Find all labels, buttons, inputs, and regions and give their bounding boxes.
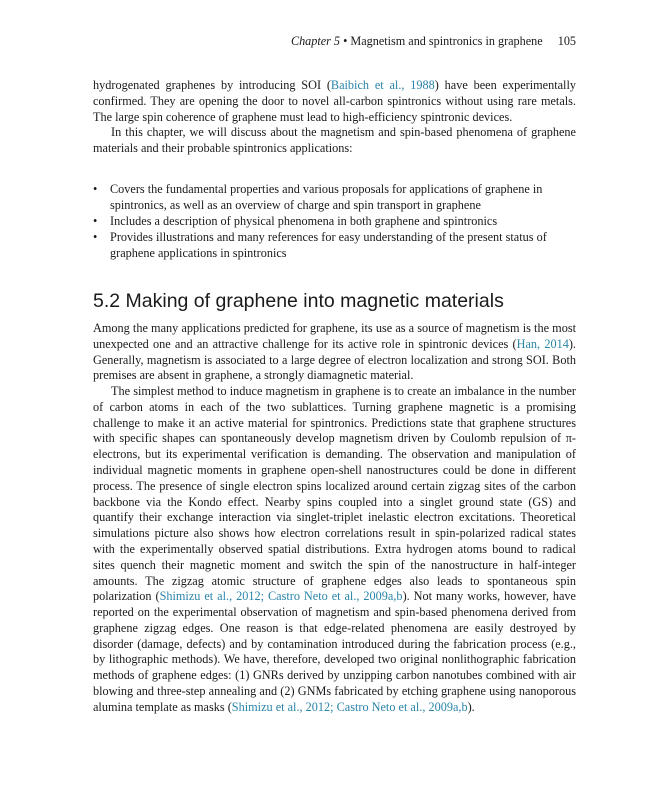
citation-link[interactable]: Baibich et al., 1988	[330, 78, 435, 92]
intro-text	[93, 78, 576, 157]
intro-paragraph-1	[93, 78, 576, 125]
page-number: 105	[557, 34, 576, 48]
main-p2-text-c: ).	[467, 699, 475, 714]
intro-paragraph-2: In this chapter, we will discuss about the magnetism and spin-based phenomena of graphene materials and their probable spintronics applications:	[93, 125, 576, 155]
intro-p1-text-b: ) have been experimentally confirmed. They are opening the door to novel all-carbon spintronics without using rare metals. The large spin coherence of graphene must lead to high-efficiency spintronic devices.	[93, 78, 576, 124]
header-chapter-label: Chapter 5	[290, 34, 341, 48]
citation-link[interactable]: Shimizu et al., 2012; Castro Neto et al., 2009a,b	[231, 699, 468, 714]
main-paragraph-2	[93, 384, 576, 715]
citation-link[interactable]: Han, 2014	[516, 336, 569, 351]
main-p2-text-a: The simplest method to induce magnetism in graphene is to create an imbalance in the number of carbon atoms in each of the two sublattices. Turning graphene magnetic is a promising challenge to make it an active material for spintronics. Predictions state that graphene structures with specific shapes can spontaneously develop magnetism driven by Coulomb repulsion of π-electrons, but its experimental verification is demanding. The observation and manipulation of individual magnetic moments in graphene open-shell nanostructures could be done in different process. The presence of single electron spins localized around certain zigzag sites of the carbon backbone via the Kondo effect. Nearby spins coupled into a singlet ground state (GS) and quantify their exchange interaction via singlet-triplet inelastic electron excitations. Theoretical simulations picture also shows how electron correlations result in spin-polarized radical states with the experimentally observed spatial distributions. Extra hydrogen atoms bound to radical sites quench their magnetic moment and switch the spin of the nanostructure in half-integer amounts. The zigzag atomic structure of graphene edges also leads to spontaneous spin polarization (	[93, 384, 576, 604]
bullet-item: • Covers the fundamental properties and various proposals for applications of graphene in spintronics, as well as an overview of charge and spin transport in graphene	[93, 181, 576, 213]
section-body	[93, 321, 576, 716]
main-paragraph-1	[93, 321, 576, 384]
running-header	[0, 34, 576, 49]
citation-link[interactable]: Shimizu et al., 2012; Castro Neto et al., 2009a,b	[159, 589, 403, 604]
section-heading: 5.2 Making of graphene into magnetic materials	[93, 290, 504, 312]
header-separator: •	[343, 34, 348, 48]
feature-bullet-list	[93, 181, 576, 261]
main-p2-text-b: ). Not many works, however, have reported on the experimental observation of magnetism and spin-based phenomena derived from graphene zigzag edges. One reason is that edge-related phenomena are easily destroyed by disorder (damage, defects) and by contamination introduced during the fabrication process (e.g., by lithographic methods). We have, therefore, developed two original nonlithographic fabrication methods of graphene edges: (1) GNRs derived by unzipping carbon nanotubes combined with air blowing and three-step annealing and (2) GNMs fabricated by etching graphene using nanoporous alumina template as masks (	[93, 589, 576, 714]
bullet-item: • Provides illustrations and many references for easy understanding of the present status of graphene applications in spintronics	[93, 229, 576, 261]
header-chapter-title: Magnetism and spintronics in graphene	[350, 34, 543, 48]
intro-p1-text-a: hydrogenated graphenes by introducing SOI (	[93, 78, 331, 92]
bullet-item: • Includes a description of physical phenomena in both graphene and spintronics	[93, 213, 576, 229]
main-p1-text-b: ). Generally, magnetism is associated to a large degree of electron localization and strong SOI. Both premises are absent in graphene, a strongly diamagnetic material.	[93, 336, 576, 383]
main-p1-text-a: Among the many applications predicted for graphene, its use as a source of magnetism is the most unexpected one and an attractive challenge for its active role in spintronic devices (	[93, 321, 576, 351]
